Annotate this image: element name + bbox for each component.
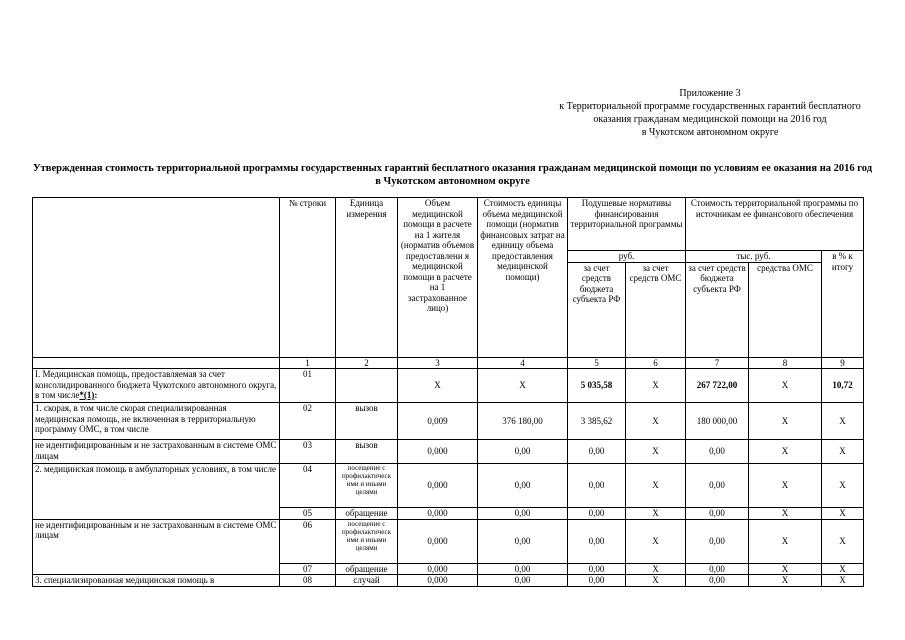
row-oms-thous: X xyxy=(749,464,822,508)
header-row-1 xyxy=(33,198,864,251)
header-row-no: № строки xyxy=(280,198,336,358)
row-budget-rub: 0,00 xyxy=(568,563,626,575)
row-number: 07 xyxy=(280,563,336,575)
appendix-line-4: в Чукотском автономном округе xyxy=(641,127,779,138)
header-oms-2: средства ОМС xyxy=(749,262,822,357)
row-label: I. Медицинская помощь, предоставляемая за счет консолидированного бюджета Чукотского автономного округа, в том числе*(1): xyxy=(33,369,280,403)
cost-table xyxy=(32,197,864,587)
row-budget-thous: 0,00 xyxy=(686,563,749,575)
row-unit: посещение с профилактическ ими и иными целями xyxy=(336,519,398,563)
row-volume: 0,000 xyxy=(398,508,478,520)
row-number: 01 xyxy=(280,369,336,403)
appendix-line-3: оказания гражданам медицинской помощи на 2016 год xyxy=(593,114,827,125)
row-oms-rub: X xyxy=(626,508,686,520)
row-oms-rub: X xyxy=(626,403,686,440)
header-rub: руб. xyxy=(568,251,686,263)
row-volume: 0,000 xyxy=(398,563,478,575)
column-number-row xyxy=(33,357,864,369)
row-label: не идентифицированным и не застрахованным в системе ОМС лицам xyxy=(33,519,280,575)
table-row xyxy=(33,440,864,464)
row-unit-cost: 0,00 xyxy=(478,508,568,520)
row-oms-rub: X xyxy=(626,519,686,563)
row-oms-rub: X xyxy=(626,563,686,575)
row-budget-rub: 0,00 xyxy=(568,508,626,520)
row-oms-thous: X xyxy=(749,563,822,575)
appendix-line-1: Приложение 3 xyxy=(679,88,741,99)
row-budget-thous: 180 000,00 xyxy=(686,403,749,440)
row-volume: 0,000 xyxy=(398,519,478,563)
row-budget-rub: 5 035,58 xyxy=(568,369,626,403)
row-unit: обращение xyxy=(336,508,398,520)
row-number: 08 xyxy=(280,575,336,587)
appendix-caption xyxy=(500,87,905,139)
row-unit: вызов xyxy=(336,440,398,464)
row-unit-cost: 376 180,00 xyxy=(478,403,568,440)
row-budget-rub: 3 385,62 xyxy=(568,403,626,440)
table-row xyxy=(33,403,864,440)
row-label: не идентифицированным и не застрахованным в системе ОМС лицам xyxy=(33,440,280,464)
table-row xyxy=(33,369,864,403)
row-pct: X xyxy=(822,519,864,563)
row-label-text: I. Медицинская помощь, предоставляемая за счет консолидированного бюджета Чукотского автономного округа, в том числе xyxy=(35,369,277,400)
row-volume: 0,009 xyxy=(398,403,478,440)
row-budget-rub: 0,00 xyxy=(568,464,626,508)
row-unit-cost: 0,00 xyxy=(478,440,568,464)
column-number: 2 xyxy=(336,357,398,369)
row-budget-rub: 0,00 xyxy=(568,519,626,563)
header-volume: Объем медицинской помощи в расчете на 1 жителя (норматив объемов предоставлени я медицинской помощи в расчете на 1 застрахованное лицо) xyxy=(398,198,478,358)
row-budget-rub: 0,00 xyxy=(568,440,626,464)
row-unit: обращение xyxy=(336,563,398,575)
header-budget-2: за счет средств бюджета субъекта РФ xyxy=(686,262,749,357)
row-pct: X xyxy=(822,575,864,587)
row-unit-cost: X xyxy=(478,369,568,403)
row-unit-cost: 0,00 xyxy=(478,575,568,587)
row-unit xyxy=(336,369,398,403)
row-label: 1. скорая, в том числе скорая специализированная медицинская помощь, не включенная в территориальную программу ОМС, в том числе xyxy=(33,403,280,440)
row-oms-thous: X xyxy=(749,519,822,563)
row-volume: X xyxy=(398,369,478,403)
row-budget-thous: 0,00 xyxy=(686,575,749,587)
document-title: Утвержденная стоимость территориальной программы государственных гарантий бесплатного оказания гражданам медицинской помощи по условиям ее оказания на 2016 год в Чукотском автономном округе xyxy=(32,163,873,187)
column-number-blank xyxy=(33,357,280,369)
footnote-link[interactable]: *(1) xyxy=(79,390,95,400)
header-thous-rub: тыс. руб. xyxy=(686,251,822,263)
row-label: 3. специализированная медицинская помощь в xyxy=(33,575,280,587)
table-row xyxy=(33,464,864,508)
row-oms-rub: X xyxy=(626,575,686,587)
row-oms-thous: X xyxy=(749,508,822,520)
header-program-cost: Стоимость территориальной программы по источникам ее финансового обеспечения xyxy=(686,198,864,251)
column-number: 6 xyxy=(626,357,686,369)
row-unit-cost: 0,00 xyxy=(478,464,568,508)
row-unit-cost: 0,00 xyxy=(478,563,568,575)
row-unit: случай xyxy=(336,575,398,587)
table-row xyxy=(33,519,864,563)
row-unit: посещение с профилактическ ими и иными целями xyxy=(336,464,398,508)
row-pct: X xyxy=(822,508,864,520)
row-oms-rub: X xyxy=(626,440,686,464)
row-budget-thous: 0,00 xyxy=(686,508,749,520)
row-pct: X xyxy=(822,440,864,464)
row-budget-thous: 0,00 xyxy=(686,440,749,464)
table-row xyxy=(33,575,864,587)
header-budget: за счет средств бюджета субъекта РФ xyxy=(568,262,626,357)
row-volume: 0,000 xyxy=(398,440,478,464)
row-oms-rub: X xyxy=(626,369,686,403)
row-number: 06 xyxy=(280,519,336,563)
row-number: 03 xyxy=(280,440,336,464)
column-number: 5 xyxy=(568,357,626,369)
row-number: 02 xyxy=(280,403,336,440)
row-pct: 10,72 xyxy=(822,369,864,403)
row-budget-thous: 0,00 xyxy=(686,464,749,508)
header-blank xyxy=(33,198,280,358)
row-pct: X xyxy=(822,464,864,508)
row-number: 05 xyxy=(280,508,336,520)
header-oms: за счет средств ОМС xyxy=(626,262,686,357)
column-number: 9 xyxy=(822,357,864,369)
appendix-line-2: к Территориальной программе государственных гарантий бесплатного xyxy=(559,101,861,112)
column-number: 4 xyxy=(478,357,568,369)
row-volume: 0,000 xyxy=(398,575,478,587)
row-oms-thous: X xyxy=(749,369,822,403)
row-label: 2. медицинская помощь в амбулаторных условиях, в том числе xyxy=(33,464,280,520)
row-budget-thous: 267 722,00 xyxy=(686,369,749,403)
header-pct: в % к итогу xyxy=(822,251,864,358)
row-unit-cost: 0,00 xyxy=(478,519,568,563)
row-oms-thous: X xyxy=(749,575,822,587)
header-unit-cost: Стоимость единицы объема медицинской помощи (норматив финансовых затрат на единицу объема предоставления медицинской помощи) xyxy=(478,198,568,358)
row-unit: вызов xyxy=(336,403,398,440)
column-number: 8 xyxy=(749,357,822,369)
column-number: 1 xyxy=(280,357,336,369)
header-per-capita: Подушевые нормативы финансирования территориальной программы xyxy=(568,198,686,251)
row-oms-thous: X xyxy=(749,440,822,464)
row-budget-thous: 0,00 xyxy=(686,519,749,563)
row-oms-rub: X xyxy=(626,464,686,508)
row-number: 04 xyxy=(280,464,336,508)
row-oms-thous: X xyxy=(749,403,822,440)
column-number: 3 xyxy=(398,357,478,369)
row-budget-rub: 0,00 xyxy=(568,575,626,587)
row-pct: X xyxy=(822,403,864,440)
row-pct: X xyxy=(822,563,864,575)
row-volume: 0,000 xyxy=(398,464,478,508)
column-number: 7 xyxy=(686,357,749,369)
header-unit: Единица измерения xyxy=(336,198,398,358)
